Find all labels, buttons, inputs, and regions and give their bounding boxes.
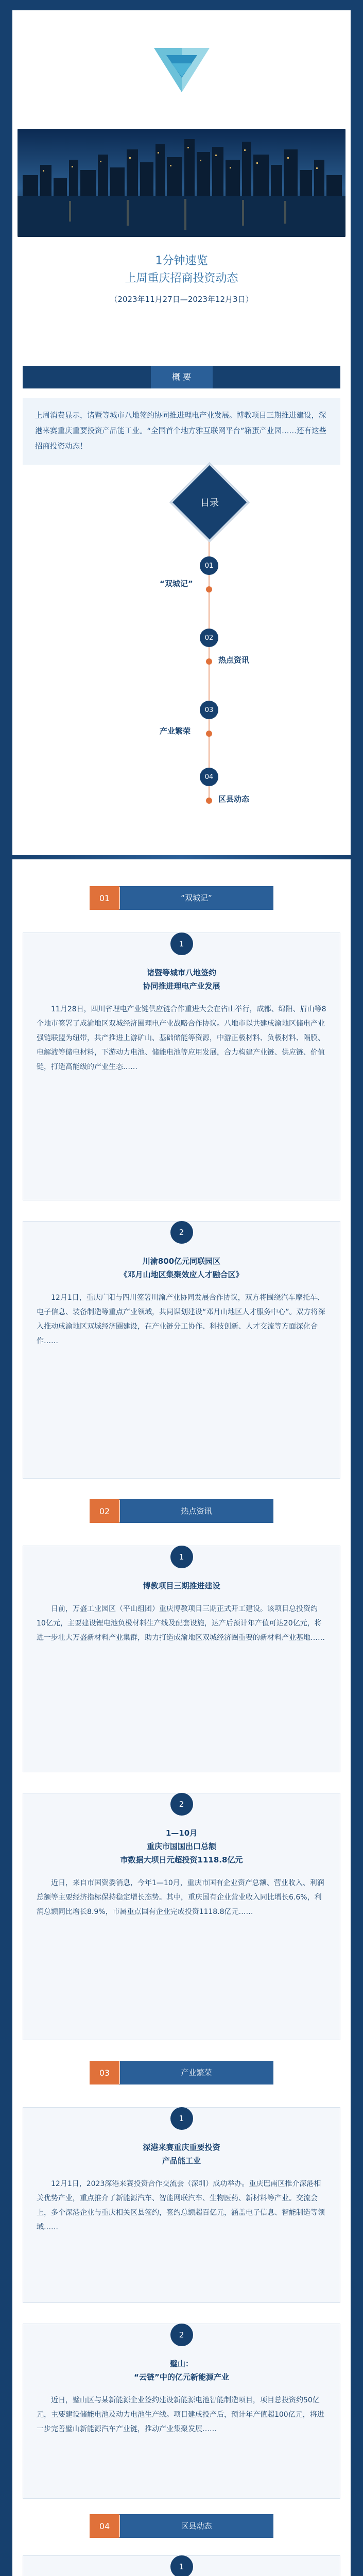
toc-item-2-dot [206,658,212,665]
card-number: 1 [170,1546,193,1568]
section-1-header [90,886,273,910]
section-1-card-1 [23,933,340,1200]
section-1-card-2 [23,1221,340,1479]
toc-item-3-dot [206,731,212,737]
section-2-card-2 [23,1793,340,2040]
section-4-header [90,2514,273,2538]
card-text: 11月28日，四川省理电产业链供应链合作重进大会在省山举行，成都、绵阳、眉山等8个地市签署了成渝地区双城经济圈理电产业战略合作协议。八地市以共建成渝地区储电产业强链联盟为纽带，共产推进上游矿山、基础储能等资源，中游正极材料、负极材料、隔膜、电解液等储电材料，下游动力电池、储能电池等应用发展，合力构建产业链、供应链、价值链，打造高能级的产业生态…… [37,1005,326,1071]
section-2-header [90,1499,273,1523]
section-3-card-1 [23,2107,340,2303]
section-3-title: 产业繁荣 [120,2061,273,2084]
card-title: 博教项目三期推进建设 [143,1581,220,1590]
card-number: 2 [170,1221,193,1244]
card-title: 璧山： “云链”中的亿元新能源产业 [134,2359,229,2382]
section-divider [12,855,351,859]
title-line-1: 1分钟速览 [155,255,208,267]
toc-item-4-label[interactable]: 区县动态 [218,794,250,804]
card-title: 深港来赛重庆重要投资 产品能工业 [143,2143,220,2165]
logo-area [12,10,351,129]
content-panel [12,10,351,2576]
intro-summary [23,398,340,465]
toc-item-3-number[interactable]: 03 [200,701,218,719]
intro-header [23,366,340,388]
table-of-contents [12,464,351,855]
card-title: 诸暨等城市八地签约 协同推进理电产业发展 [143,968,220,991]
card-text: 日前，万盛工业园区（平山组团）重庆博教项目三期正式开工建设。该项目总投资约10亿元，主要建设锂电池负极材料生产线及配套设施，达产后预计年产值可达20亿元，将进一步壮大万盛新材料产业集群，助力打造成渝地区双城经济圈重要的新材料产业基地…… [37,1605,325,1642]
toc-item-1-label[interactable]: “双城记” [160,579,193,588]
date-range: （2023年11月27日—2023年12月3日） [110,295,253,304]
card-number: 1 [170,2107,193,2130]
card-title: 川渝800亿元同联园区 《邓月山地区集聚效应人才融合区》 [119,1257,244,1279]
card-title: 1—10月 重庆市国国出口总额 市数据大坝日元超投资1118.8亿元 [120,1828,243,1865]
card-number: 1 [170,933,193,955]
card-text: 12月1日，重庆广阳与四川签署川渝产业协同发展合作协议，双方将围绕汽车摩托车、电子信息、装备制造等重点产业领域，共同谋划建设“邓月山地区人才服务中心”。双方将深入推动成渝地区双城经济圈建设，在产业链分工协作、科技创新、人才交流等方面深化合作…… [37,1294,325,1345]
card-text: 近日，来自市国资委消息，今年1—10月，重庆市国有企业资产总额、营业收入、利润总额等主要经济指标保持稳定增长态势。其中，重庆国有企业营业收入同比增长6.6%，利润总额同比增长8.9%，市属重点国有企业完成投资1118.8亿元…… [37,1879,324,1916]
card-number: 2 [170,2324,193,2346]
section-1-number: 01 [90,886,119,910]
section-4-title: 区县动态 [120,2515,273,2537]
toc-item-3-label[interactable]: 产业繁荣 [160,726,191,736]
section-3-card-2 [23,2324,340,2499]
toc-item-4-dot [206,798,212,804]
toc-item-2-number[interactable]: 02 [200,629,218,647]
page-title [12,252,351,304]
title-line-2: 上周重庆招商投资动态 [125,272,238,285]
section-2-number: 02 [90,1499,119,1523]
intro-text: 上周消费显示，诸暨等城市八地签约协同推进理电产业发展。博教项目三期推进建设，深港来赛重庆重要投资产品能工业。“全国首个地方雅互联网平台”箱蛋产业园……还有这些招商投资动态！ [35,412,327,451]
section-3-header [90,2061,273,2084]
section-4-number: 04 [90,2514,119,2538]
toc-item-2-label[interactable]: 热点资讯 [218,655,250,665]
toc-item-4-number[interactable]: 04 [200,768,218,786]
card-text: 近日，璧山区与某新能源企业签约建设新能源电池智能制造项目，项目总投资约50亿元，主要建设储能电池及动力电池生产线。项目建成投产后，预计年产值超100亿元，将进一步完善璧山新能源汽车产业链，推动产业集聚发展…… [37,2396,324,2433]
intro-heading: 概 要 [151,366,213,388]
card-text: 12月1日，2023深港来赛投资合作交流会（深圳）成功举办。重庆巴南区推介深港相关优势产业，重点推介了新能源汽车、智能网联汽车、生物医药、新材料等产业。交流会上，多个深港企业与重庆相关区县签约，签约总额超百亿元，涵盖电子信息、智能制造等领域…… [37,2180,325,2231]
card-number: 2 [170,1793,193,1816]
section-2-title: 热点资讯 [120,1500,273,1522]
toc-item-1-number[interactable]: 01 [200,556,218,575]
toc-center-label: 目录 [200,498,219,509]
section-4-card-1 [23,2555,340,2576]
section-1-title: “双城记” [120,887,273,909]
logo-icon [151,45,213,94]
section-2-card-1 [23,1546,340,1772]
section-3-number: 03 [90,2061,119,2084]
toc-item-1-dot [206,586,212,592]
city-skyline-image [18,129,345,237]
card-number: 1 [170,2555,193,2576]
